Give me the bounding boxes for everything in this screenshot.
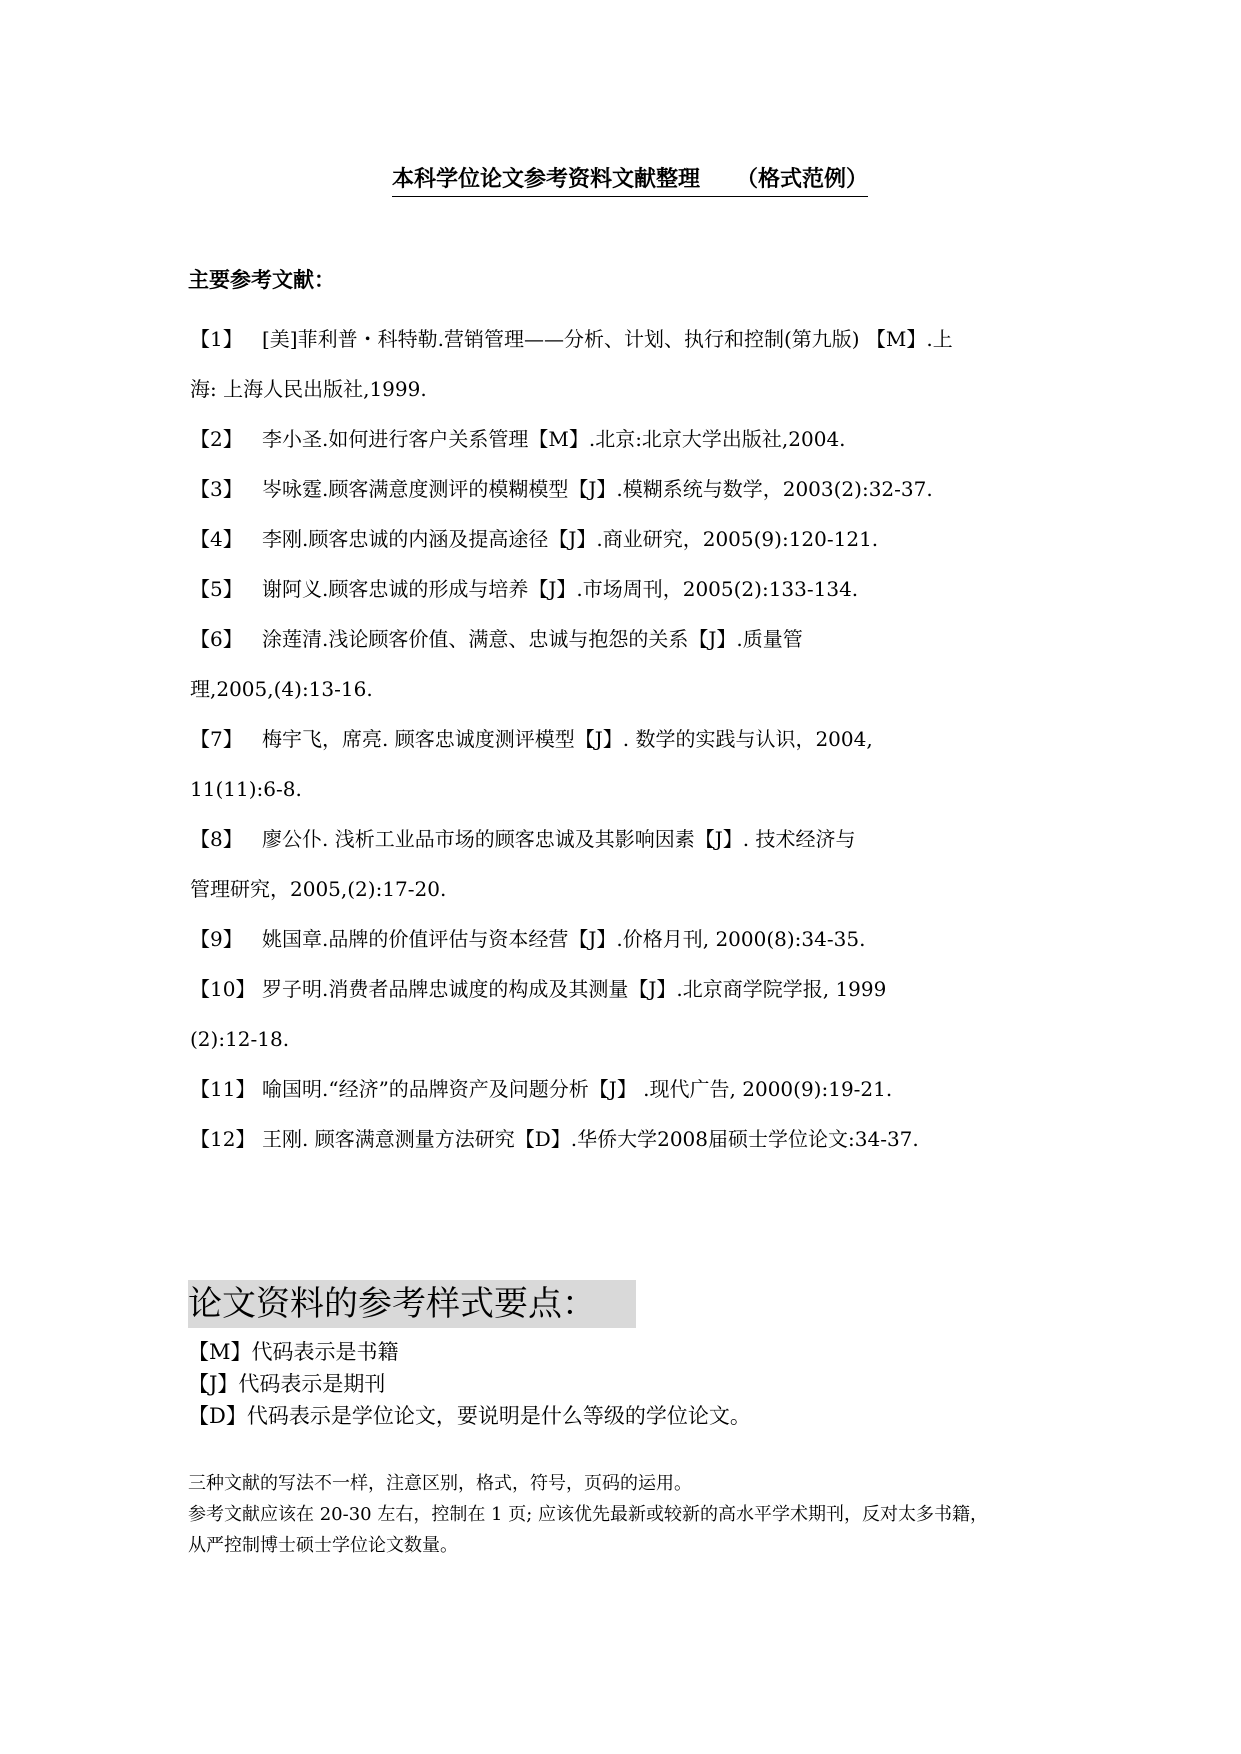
reference-item <box>190 814 1140 864</box>
code-item: 【D】代码表示是学位论文，要说明是什么等级的学位论文。 <box>188 1404 751 1428</box>
points-heading: 论文资料的参考样式要点： <box>188 1280 636 1328</box>
code-item: 【J】代码表示是期刊 <box>188 1372 386 1396</box>
reference-text: 罗子明.消费者品牌忠诚度的构成及其测量【J】.北京商学院学报, 1999 <box>262 977 887 1001</box>
reference-item <box>190 964 1140 1014</box>
reference-item-continuation <box>190 1014 1140 1064</box>
reference-number: 【7】 <box>190 727 243 751</box>
reference-item <box>190 914 1140 964</box>
code-list <box>188 1336 751 1432</box>
reference-item-continuation <box>190 864 1140 914</box>
reference-text: 涂莲清.浅论顾客价值、满意、忠诚与抱怨的关系【J】.质量管 <box>262 627 803 651</box>
reference-number: 【1】 <box>190 327 243 351</box>
reference-text: 王刚. 顾客满意测量方法研究【D】.华侨大学2008届硕士学位论文:34-37. <box>262 1127 919 1151</box>
reference-item <box>190 1064 1140 1114</box>
reference-number: 【3】 <box>190 477 243 501</box>
title-suffix: （格式范例） <box>736 167 869 192</box>
reference-item <box>190 314 1140 364</box>
note-line: 三种文献的写法不一样，注意区别，格式，符号，页码的运用。 <box>188 1473 692 1494</box>
title-main: 本科学位论文参考资料文献整理 <box>392 167 701 192</box>
reference-number: 【4】 <box>190 527 243 551</box>
reference-item <box>190 514 1140 564</box>
reference-text: 喻国明.“经济”的品牌资产及问题分析【J】 .现代广告, 2000(9):19-21. <box>262 1077 893 1101</box>
reference-text: (2):12-18. <box>190 1027 290 1051</box>
reference-number: 【8】 <box>190 827 243 851</box>
reference-number: 【5】 <box>190 577 243 601</box>
reference-number: 【12】 <box>190 1127 256 1151</box>
reference-text: 海: 上海人民出版社,1999. <box>190 377 427 401</box>
note-line: 从严控制博士硕士学位论文数量。 <box>188 1535 458 1556</box>
reference-number: 【10】 <box>190 977 256 1001</box>
reference-list <box>190 314 1140 1164</box>
reference-item <box>190 714 1140 764</box>
reference-text: 管理研究，2005,(2):17-20. <box>190 877 447 901</box>
section-heading: 主要参考文献： <box>188 268 335 292</box>
reference-text: [美]菲利普・科特勒.营销管理——分析、计划、执行和控制(第九版) 【M】.上 <box>262 327 953 351</box>
document-title <box>392 164 868 197</box>
reference-text: 李刚.顾客忠诚的内涵及提高途径【J】.商业研究，2005(9):120-121. <box>262 527 879 551</box>
reference-text: 李小圣.如何进行客户关系管理【M】.北京:北京大学出版社,2004. <box>262 427 846 451</box>
notes <box>188 1468 1148 1561</box>
reference-text: 谢阿义.顾客忠诚的形成与培养【J】.市场周刊，2005(2):133-134. <box>262 577 859 601</box>
code-item: 【M】代码表示是书籍 <box>188 1340 399 1364</box>
reference-number: 【11】 <box>190 1077 256 1101</box>
reference-text: 姚国章.品牌的价值评估与资本经营【J】.价格月刊, 2000(8):34-35. <box>262 927 866 951</box>
reference-item <box>190 614 1140 664</box>
reference-text: 岑咏霆.顾客满意度测评的模糊模型【J】.模糊系统与数学，2003(2):32-37. <box>262 477 933 501</box>
reference-text: 理,2005,(4):13-16. <box>190 677 373 701</box>
reference-number: 【6】 <box>190 627 243 651</box>
reference-text: 11(11):6-8. <box>190 777 302 801</box>
note-line: 参考文献应该在 20-30 左右，控制在 1 页; 应该优先最新或较新的高水平学术期刊，反对太多书籍， <box>188 1504 989 1525</box>
reference-number: 【2】 <box>190 427 243 451</box>
reference-item-continuation <box>190 664 1140 714</box>
reference-item <box>190 564 1140 614</box>
reference-text: 梅宇飞，席亮. 顾客忠诚度测评模型【J】. 数学的实践与认识，2004, <box>262 727 873 751</box>
reference-text: 廖公仆. 浅析工业品市场的顾客忠诚及其影响因素【J】. 技术经济与 <box>262 827 856 851</box>
reference-item <box>190 464 1140 514</box>
reference-number: 【9】 <box>190 927 243 951</box>
reference-item <box>190 1114 1140 1164</box>
reference-item <box>190 414 1140 464</box>
reference-item-continuation <box>190 764 1140 814</box>
reference-item-continuation <box>190 364 1140 414</box>
